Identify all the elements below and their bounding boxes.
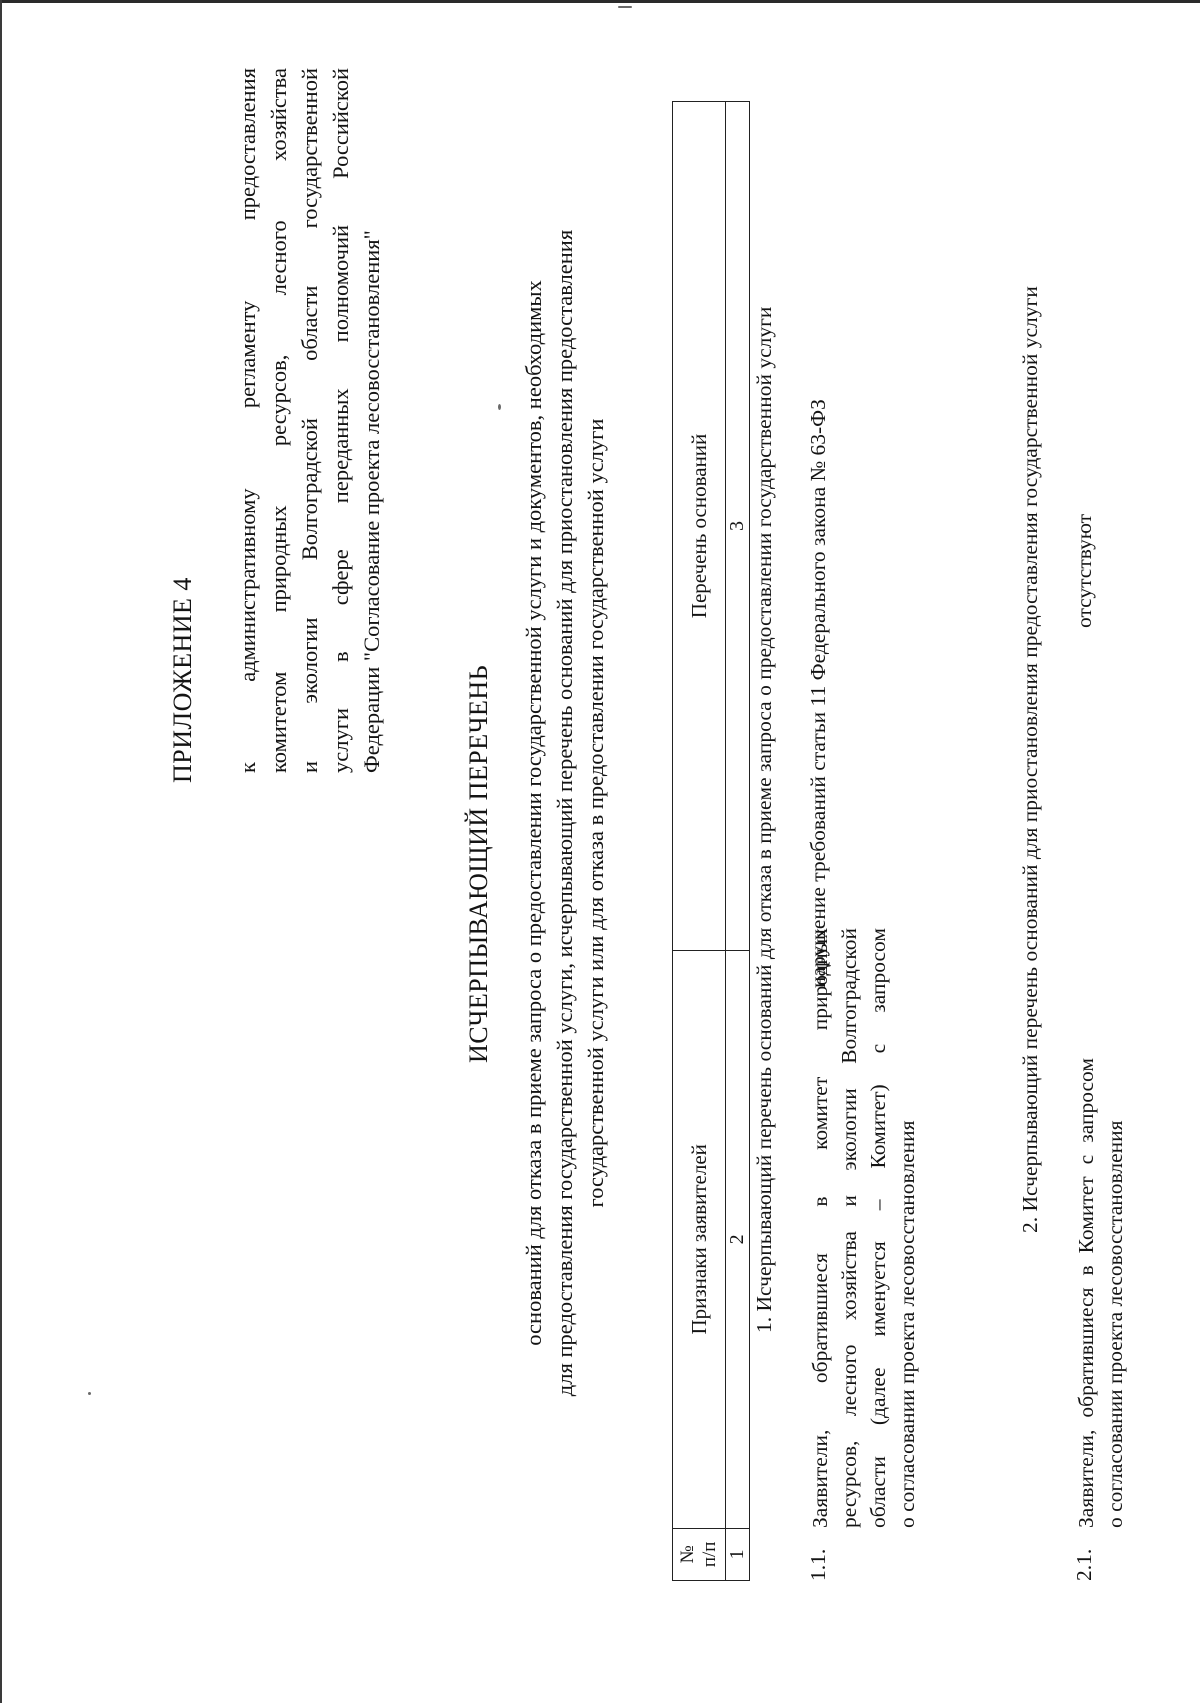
subtitle-line: оснований для отказа в приеме запроса о предоставлении государственной услуги и документов, необходимых xyxy=(521,280,546,1346)
column-number: 1 xyxy=(726,1528,750,1580)
row-number: 2.1. xyxy=(1072,1548,1096,1581)
appendix-line: комитетом природных ресурсов, лесного хозяйства xyxy=(266,68,291,773)
document-subtitle xyxy=(518,0,611,1643)
header-sign-cell: Признаки заявителей xyxy=(673,950,726,1528)
appendix-line: и экологии Волгоградской области государственной xyxy=(297,68,322,773)
section-heading: 2. Исчерпывающий перечень оснований для приостановления предоставления государственной услуги xyxy=(1018,286,1042,1233)
document-title: ИСЧЕРПЫВАЮЩИЙ ПЕРЕЧЕНЬ xyxy=(464,664,493,1063)
sign-line: ресурсов, лесного хозяйства и экологии Волгоградской xyxy=(837,928,861,1528)
row-applicant-signs xyxy=(1072,1058,1130,1528)
sign-line: о согласовании проекта лесовосстановления xyxy=(895,1120,919,1528)
grounds-table xyxy=(672,101,750,1581)
appendix-line: к административному регламенту предоставления xyxy=(235,68,260,773)
table-header-row xyxy=(673,102,726,1581)
header-basis-cell: Перечень оснований xyxy=(673,102,726,951)
row-number: 1.1. xyxy=(806,1548,830,1581)
column-number: 2 xyxy=(726,950,750,1528)
subtitle-line: государственной услуги или для отказа в предоставлении государственной услуги xyxy=(583,418,608,1208)
appendix-line: услуги в сфере переданных полномочий Российской xyxy=(328,68,353,773)
header-num-symbol: № xyxy=(677,1545,698,1564)
column-number: 3 xyxy=(726,102,750,951)
appendix-title: ПРИЛОЖЕНИЕ 4 xyxy=(168,577,197,783)
sign-line: Заявители, обратившиеся в комитет природных xyxy=(808,928,832,1528)
sign-line: Заявители, обратившиеся в Комитет с запросом xyxy=(1074,1058,1098,1528)
appendix-line: Федерации "Согласование проекта лесовосстановления" xyxy=(359,230,384,773)
header-num-cell xyxy=(673,1528,726,1580)
table-column-number-row xyxy=(726,102,750,1581)
row-applicant-signs xyxy=(806,928,922,1528)
sign-line: о согласовании проекта лесовосстановления xyxy=(1103,1120,1127,1528)
sign-line: области (далее именуется – Комитет) с запросом xyxy=(866,928,890,1528)
appendix-reference xyxy=(232,68,387,773)
row-grounds: нарушение требований статьи 11 Федерального закона № 63-ФЗ xyxy=(806,399,830,988)
subtitle-line: для предоставления государственной услуги, исчерпывающий перечень оснований для приостановления предоставления xyxy=(552,229,577,1397)
header-num-abbrev: п/п xyxy=(699,1541,720,1568)
section-heading: 1. Исчерпывающий перечень оснований для отказа в приеме запроса о предоставлении государственной услуги xyxy=(752,306,776,1333)
row-grounds: отсутствуют xyxy=(1072,513,1096,628)
